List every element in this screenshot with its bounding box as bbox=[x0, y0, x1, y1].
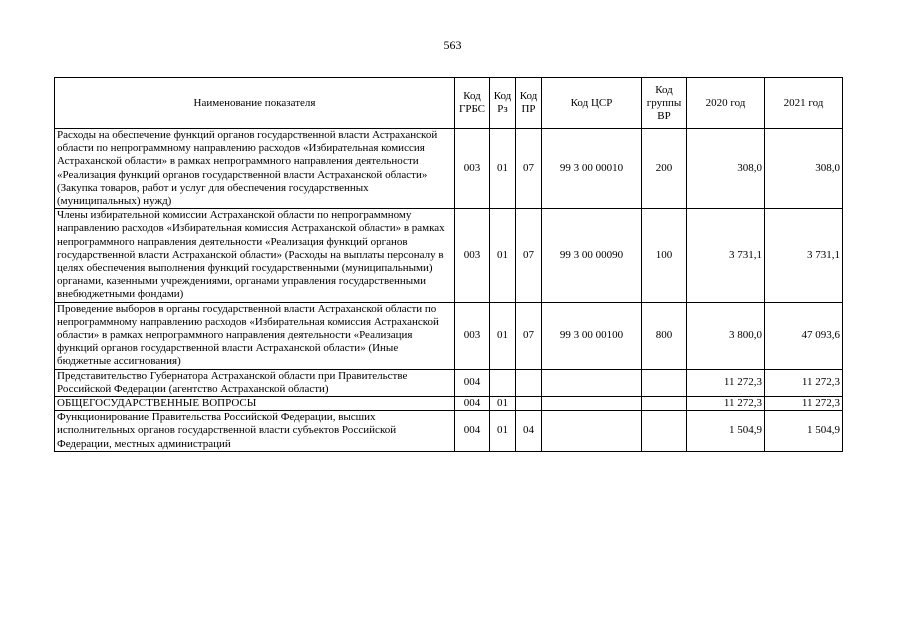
row-2021: 47 093,6 bbox=[765, 302, 843, 369]
header-csr: Код ЦСР bbox=[542, 78, 642, 129]
row-csr: 99 3 00 00010 bbox=[542, 129, 642, 209]
budget-table bbox=[54, 77, 843, 452]
row-pr: 07 bbox=[516, 209, 542, 302]
header-name: Наименование показателя bbox=[55, 78, 455, 129]
row-2020: 1 504,9 bbox=[687, 411, 765, 452]
table-row bbox=[55, 397, 843, 411]
row-rz: 01 bbox=[490, 397, 516, 411]
row-name: Представительство Губернатора Астраханской области при Правительстве Российской Федерации (агентство Астраханской области) bbox=[55, 369, 455, 396]
row-vr bbox=[642, 397, 687, 411]
row-grbs: 004 bbox=[455, 369, 490, 396]
row-2020: 3 800,0 bbox=[687, 302, 765, 369]
table-row bbox=[55, 411, 843, 452]
row-2020: 11 272,3 bbox=[687, 397, 765, 411]
row-csr bbox=[542, 397, 642, 411]
row-vr bbox=[642, 411, 687, 452]
header-vr: Код группы ВР bbox=[642, 78, 687, 129]
row-grbs: 003 bbox=[455, 209, 490, 302]
row-name: Члены избирательной комиссии Астраханской области по непрограммному направлению расходов «Избирательная комиссия Астраханской области» в рамках непрограммного направления деятельности «Реализация функций органов государственной власти Астраханской области» (Расходы на выплаты персоналу в целях обеспечения выполнения функций государственными (муниципальными) органами, казенными учреждениями, органами управления государственными внебюджетными фондами) bbox=[55, 209, 455, 302]
row-csr bbox=[542, 369, 642, 396]
row-name: ОБЩЕГОСУДАРСТВЕННЫЕ ВОПРОСЫ bbox=[55, 397, 455, 411]
row-vr: 100 bbox=[642, 209, 687, 302]
row-grbs: 004 bbox=[455, 411, 490, 452]
row-rz: 01 bbox=[490, 302, 516, 369]
row-vr: 800 bbox=[642, 302, 687, 369]
header-2020: 2020 год bbox=[687, 78, 765, 129]
header-grbs: Код ГРБС bbox=[455, 78, 490, 129]
row-pr: 07 bbox=[516, 129, 542, 209]
page-number: 563 bbox=[443, 38, 462, 52]
table-row bbox=[55, 369, 843, 396]
row-vr bbox=[642, 369, 687, 396]
row-pr: 07 bbox=[516, 302, 542, 369]
table-row bbox=[55, 129, 843, 209]
row-2020: 3 731,1 bbox=[687, 209, 765, 302]
row-2020: 308,0 bbox=[687, 129, 765, 209]
row-pr bbox=[516, 369, 542, 396]
row-2021: 308,0 bbox=[765, 129, 843, 209]
row-csr bbox=[542, 411, 642, 452]
row-grbs: 004 bbox=[455, 397, 490, 411]
row-2021: 1 504,9 bbox=[765, 411, 843, 452]
header-pr: Код ПР bbox=[516, 78, 542, 129]
row-csr: 99 3 00 00090 bbox=[542, 209, 642, 302]
row-grbs: 003 bbox=[455, 302, 490, 369]
row-pr bbox=[516, 397, 542, 411]
table-row bbox=[55, 209, 843, 302]
row-rz bbox=[490, 369, 516, 396]
table-header-row bbox=[55, 78, 843, 129]
row-name: Функционирование Правительства Российской Федерации, высших исполнительных органов государственной власти субъектов Российской Федерации, местных администраций bbox=[55, 411, 455, 452]
row-rz: 01 bbox=[490, 411, 516, 452]
row-2020: 11 272,3 bbox=[687, 369, 765, 396]
header-rz: Код Рз bbox=[490, 78, 516, 129]
table-row bbox=[55, 302, 843, 369]
row-rz: 01 bbox=[490, 129, 516, 209]
row-rz: 01 bbox=[490, 209, 516, 302]
header-2021: 2021 год bbox=[765, 78, 843, 129]
row-grbs: 003 bbox=[455, 129, 490, 209]
row-vr: 200 bbox=[642, 129, 687, 209]
row-name: Расходы на обеспечение функций органов государственной власти Астраханской области по непрограммному направлению расходов «Избирательная комиссия Астраханской области» в рамках непрограммного направления деятельности «Реализация функций органов государственной власти Астраханской области» (Закупка товаров, работ и услуг для обеспечения государственных (муниципальных) нужд) bbox=[55, 129, 455, 209]
row-pr: 04 bbox=[516, 411, 542, 452]
row-2021: 11 272,3 bbox=[765, 397, 843, 411]
row-2021: 3 731,1 bbox=[765, 209, 843, 302]
row-2021: 11 272,3 bbox=[765, 369, 843, 396]
row-csr: 99 3 00 00100 bbox=[542, 302, 642, 369]
row-name: Проведение выборов в органы государственной власти Астраханской области по непрограммному направлению расходов «Избирательная комиссия Астраханской области» в рамках непрограммного направления деятельности «Реализация функций органов государственной власти Астраханской области» (Иные бюджетные ассигнования) bbox=[55, 302, 455, 369]
